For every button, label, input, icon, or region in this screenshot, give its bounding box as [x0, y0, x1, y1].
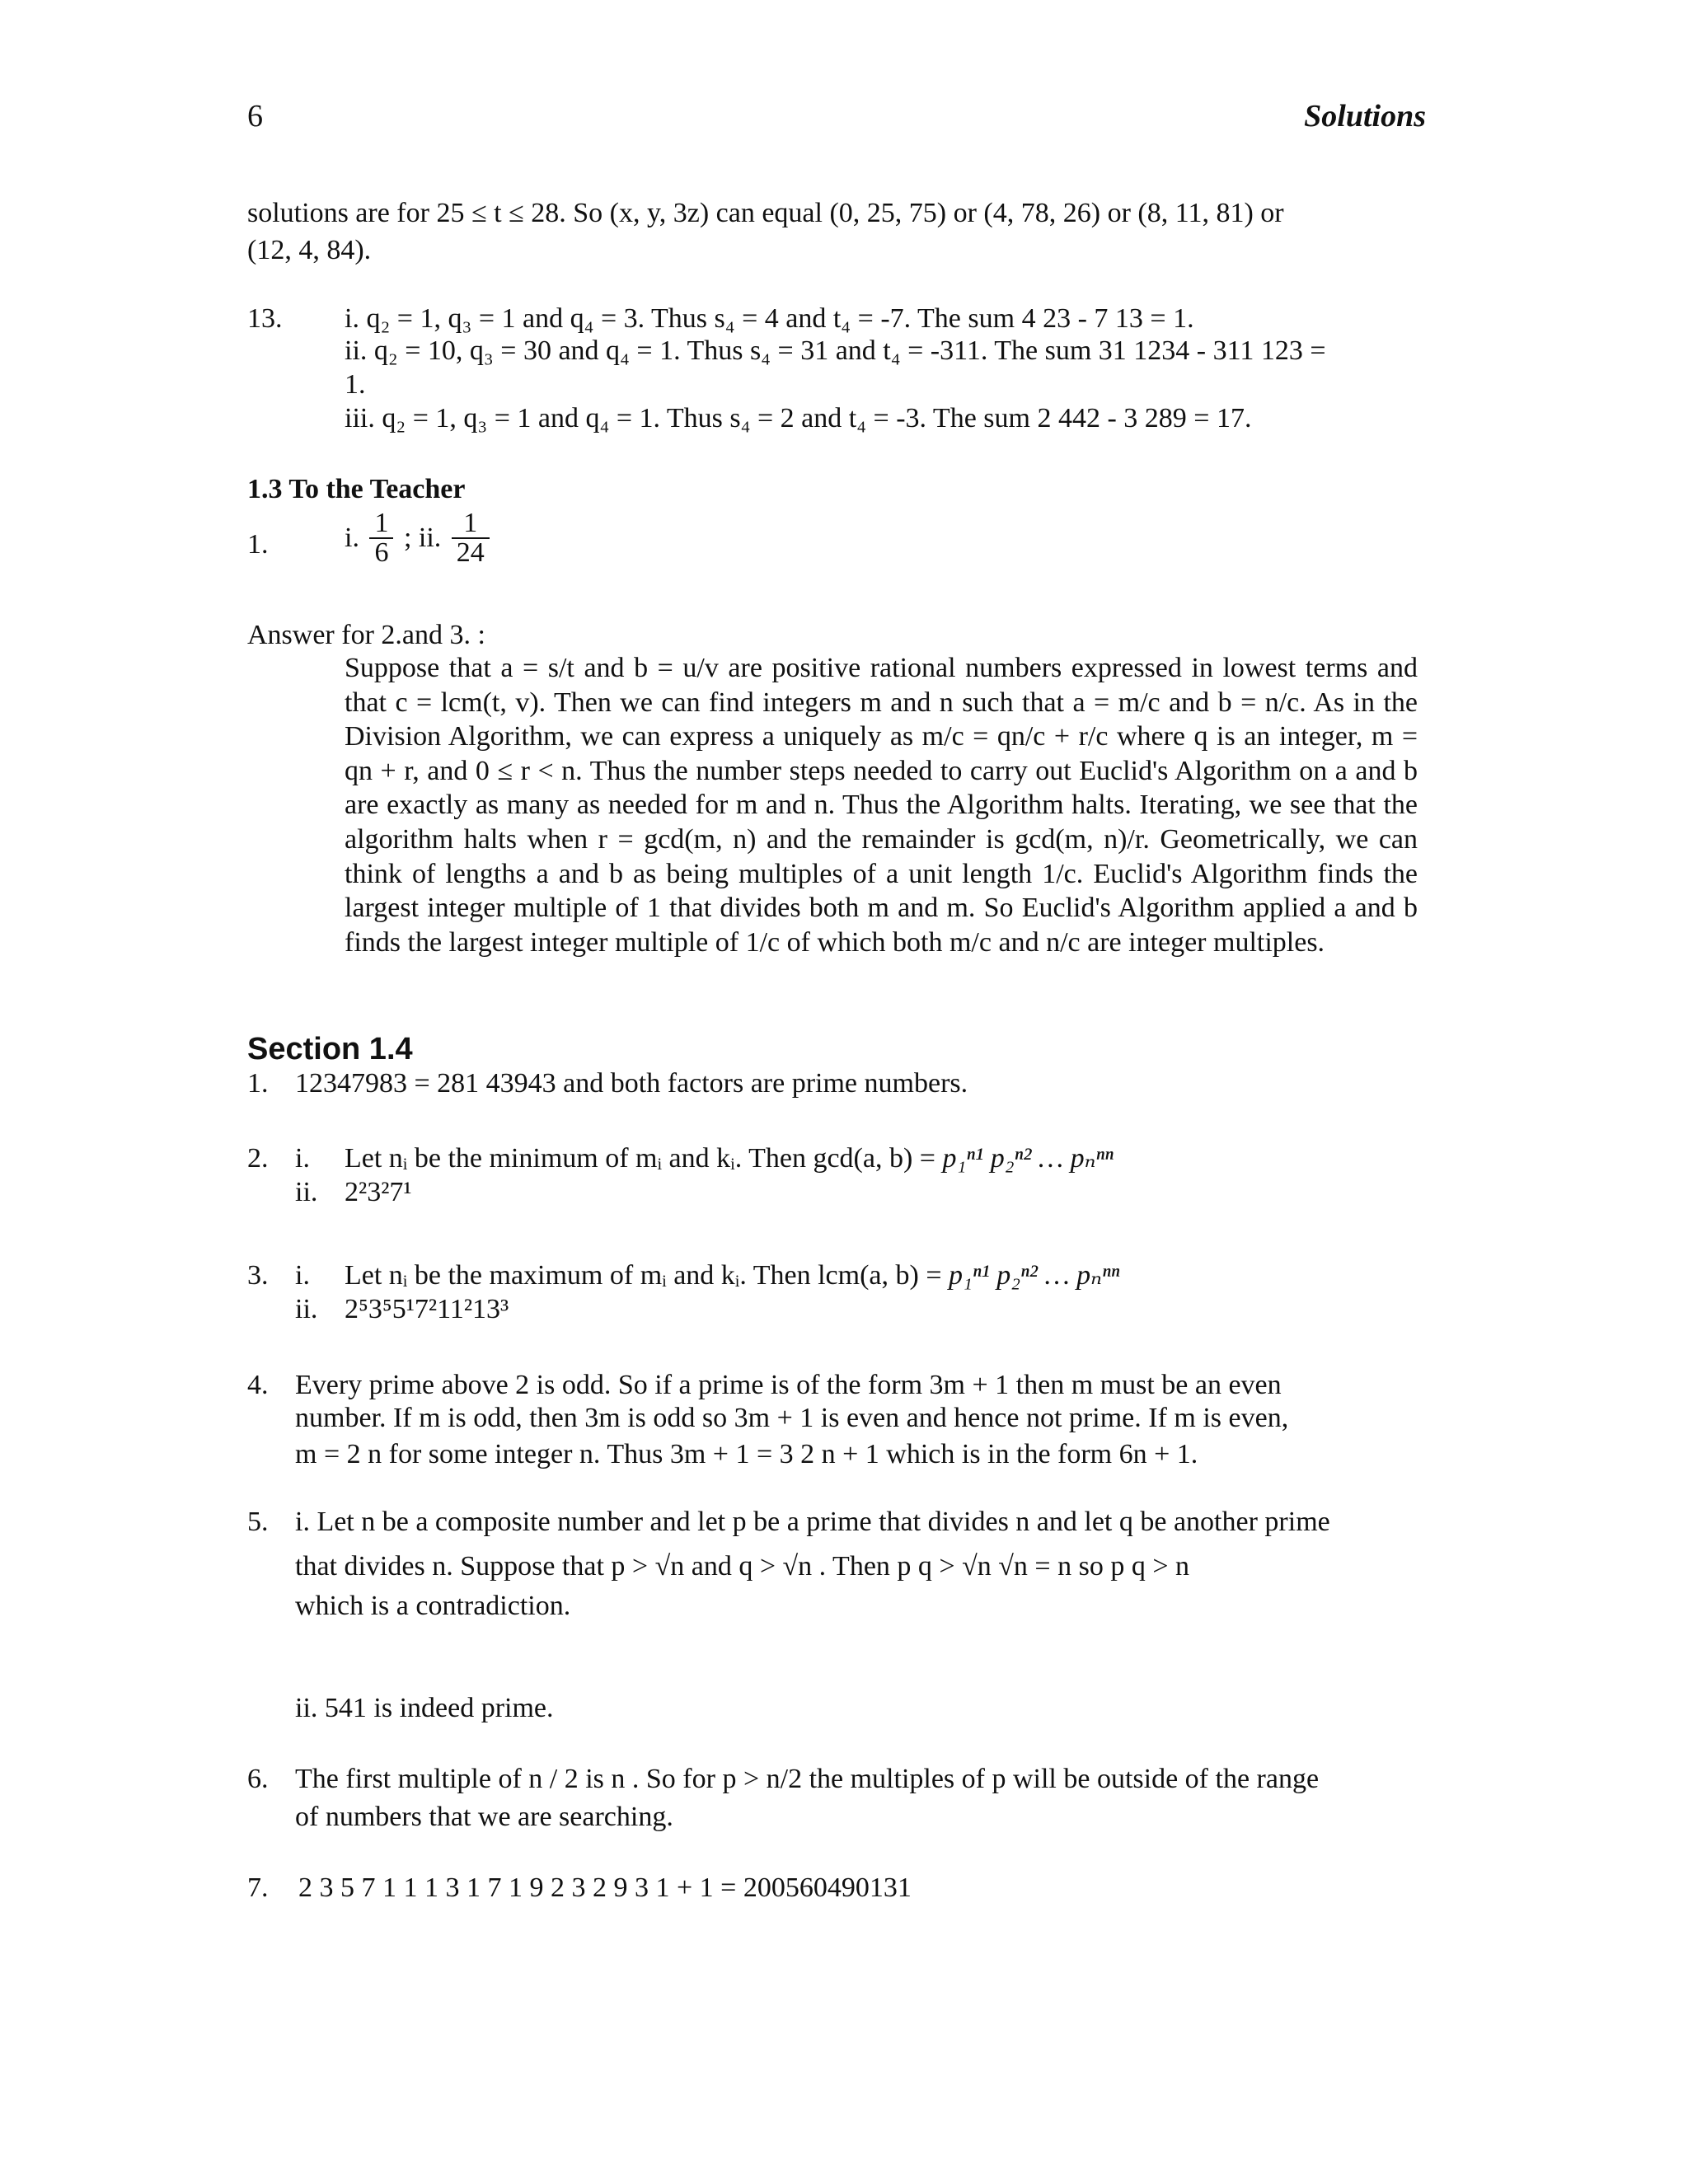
- solution-line: ii. q₂ = 10, q₃ = 30 and q₄ = 1. Thus s₄ = 31 and t₄ = -311. The sum 31 1234 - 311 123 =: [345, 335, 1326, 366]
- solution-line: 12347983 = 281 43943 and both factors are prime numbers.: [295, 1068, 968, 1099]
- solution-line: i. Let n be a composite number and let p be a prime that divides n and let q be another prime: [295, 1507, 1330, 1537]
- fraction: [452, 509, 490, 567]
- sub-label: ii.: [295, 1294, 318, 1324]
- running-header-title: Solutions: [1304, 99, 1426, 134]
- answer-label: Answer for 2.and 3. :: [247, 620, 485, 650]
- answer-label: i.: [345, 523, 359, 553]
- gcd-formula: p₁ⁿ¹ p₂ⁿ² … pₙⁿⁿ: [942, 1143, 1114, 1174]
- page-number: 6: [247, 99, 263, 134]
- item-number: 2.: [247, 1143, 269, 1174]
- factorization: 2⁵3⁵5¹7²11²13³: [345, 1294, 509, 1324]
- answer-paragraph: Suppose that a = s/t and b = u/v are positive rational numbers expressed in lowest terms and that c = lcm(t, v). Then we can find integers m and n such that a = m/c and b = n/c. As in the Division Algorithm, we can express a uniquely as m/c = qn/c + r/c where q is an integer, m = qn + r, and 0 ≤ r < n. Thus the number steps needed to carry out Euclid's Algorithm on a and b are exactly as many as needed for m and n. Thus the Algorithm halts. Iterating, we see that the algorithm halts when r = gcd(m, n) and the remainder is gcd(m, n)/r. Geometrically, we can think of lengths a and b as being multiples of a unit length 1/c. Euclid's Algorithm finds the largest integer multiple of 1 that divides both m and m. So Euclid's Algorithm applied a and b finds the largest integer multiple of 1/c of which both m/c and n/c are integer multiples.: [345, 653, 1418, 958]
- solution-line: number. If m is odd, then 3m is odd so 3m + 1 is even and hence not prime. If m is even,: [295, 1403, 1289, 1433]
- item-number: 13.: [247, 303, 283, 334]
- solution-line: that divides n. Suppose that p > √n and q > √n . Then p q > √n √n = n so p q > n: [295, 1551, 1189, 1582]
- solution-line: [345, 1258, 1119, 1293]
- item-number: 5.: [247, 1507, 269, 1537]
- separator: ; ii.: [403, 523, 442, 553]
- solution-line: Every prime above 2 is odd. So if a prime is of the form 3m + 1 then m must be an even: [295, 1370, 1282, 1400]
- sub-label: i.: [295, 1260, 310, 1291]
- paragraph-line: (12, 4, 84).: [247, 235, 372, 265]
- fraction: [369, 509, 393, 567]
- section-heading: Section 1.4: [247, 1032, 413, 1066]
- paragraph-line: solutions are for 25 ≤ t ≤ 28. So (x, y, 3z) can equal (0, 25, 75) or (4, 78, 26) or (8, 11, 81) or: [247, 198, 1284, 228]
- item-number: 3.: [247, 1260, 269, 1291]
- item-number: 7.: [247, 1872, 269, 1903]
- sub-label: ii.: [295, 1177, 318, 1207]
- item-number: 4.: [247, 1370, 269, 1400]
- solution-line: i. q₂ = 1, q₃ = 1 and q₄ = 3. Thus s₄ = 4 and t₄ = -7. The sum 4 23 - 7 13 = 1.: [345, 303, 1194, 334]
- fraction-answers: [345, 509, 493, 567]
- solution-line: The first multiple of n / 2 is n . So for p > n/2 the multiples of p will be outside of the range: [295, 1764, 1320, 1794]
- factorization: 2²3²7¹: [345, 1177, 412, 1207]
- item-number: 1.: [247, 529, 269, 560]
- solution-line: [345, 1141, 1114, 1176]
- solution-line: which is a contradiction.: [295, 1591, 571, 1621]
- fraction-denominator: 6: [374, 537, 389, 568]
- fraction-numerator: 1: [369, 509, 393, 539]
- solution-line: 1.: [345, 369, 366, 400]
- sub-label: i.: [295, 1143, 310, 1174]
- fraction-numerator: 1: [452, 509, 490, 539]
- subsection-heading: 1.3 To the Teacher: [247, 474, 466, 504]
- item-number: 6.: [247, 1764, 269, 1794]
- solution-line: of numbers that we are searching.: [295, 1802, 673, 1832]
- solution-line: m = 2 n for some integer n. Thus 3m + 1 = 3 2 n + 1 which is in the form 6n + 1.: [295, 1439, 1198, 1469]
- solution-line: iii. q₂ = 1, q₃ = 1 and q₄ = 1. Thus s₄ = 2 and t₄ = -3. The sum 2 442 - 3 289 = 17.: [345, 403, 1252, 434]
- solution-line: 2 3 5 7 1 1 1 3 1 7 1 9 2 3 2 9 3 1 + 1 = 200560490131: [298, 1872, 912, 1903]
- lcm-statement: Let nᵢ be the maximum of mᵢ and kᵢ. Then lcm(a, b) =: [345, 1260, 949, 1291]
- gcd-statement: Let nᵢ be the minimum of mᵢ and kᵢ. Then gcd(a, b) =: [345, 1143, 943, 1174]
- solution-line: ii. 541 is indeed prime.: [295, 1693, 554, 1723]
- fraction-denominator: 24: [456, 537, 485, 568]
- item-number: 1.: [247, 1068, 269, 1099]
- lcm-formula: p₁ⁿ¹ p₂ⁿ² … pₙⁿⁿ: [949, 1260, 1120, 1291]
